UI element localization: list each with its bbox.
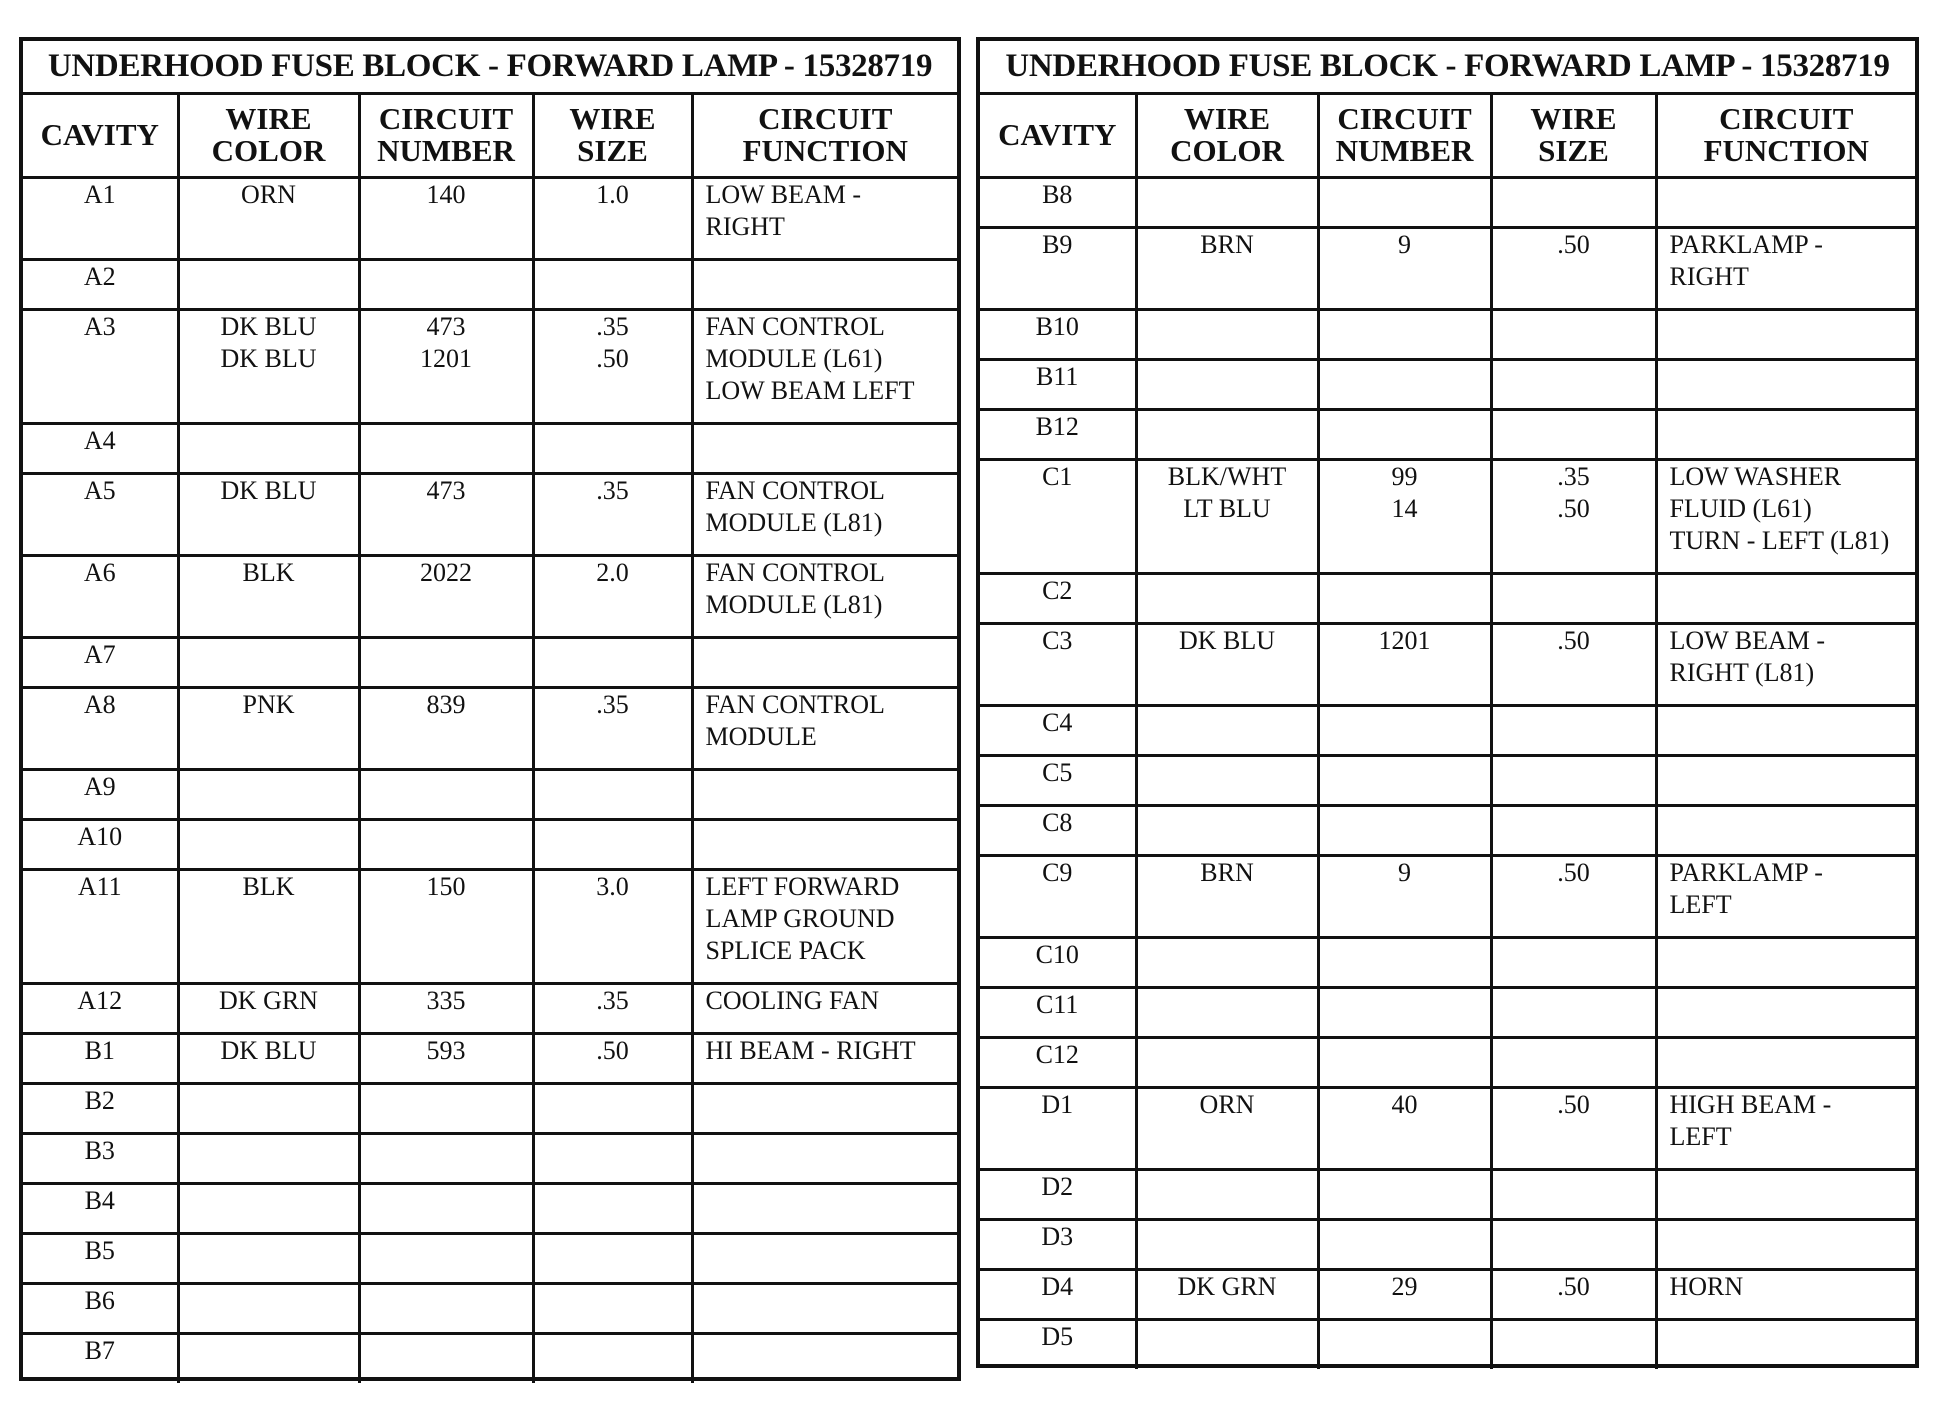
- wire-color-cell: [178, 769, 359, 819]
- circuit-number-cell: [359, 1233, 533, 1283]
- fuse-table-left-body: [23, 41, 957, 1383]
- wire-color-cell: BRN: [1136, 855, 1318, 937]
- wire-size-cell: [1491, 1219, 1656, 1269]
- wire-color-header: WIRE COLOR: [1136, 93, 1318, 177]
- wire-size-cell: [533, 259, 692, 309]
- circuit-function-cell: FAN CONTROL MODULE (L81): [692, 473, 957, 555]
- circuit-function-cell: [1656, 309, 1915, 359]
- cavity-cell: A2: [23, 259, 178, 309]
- circuit-function-cell: LOW WASHER FLUID (L61) TURN - LEFT (L81): [1656, 459, 1915, 573]
- circuit-function-cell: HORN: [1656, 1269, 1915, 1319]
- cavity-cell: C10: [980, 937, 1136, 987]
- table-row: [980, 309, 1915, 359]
- wire-size-cell: .35 .50: [533, 309, 692, 423]
- wire-size-cell: [533, 1183, 692, 1233]
- fuse-table-right: [980, 41, 1915, 1369]
- wire-size-cell: .50: [1491, 855, 1656, 937]
- circuit-number-cell: [359, 1183, 533, 1233]
- circuit-function-cell: [1656, 177, 1915, 227]
- wire-size-cell: [533, 637, 692, 687]
- wire-size-cell: [533, 1083, 692, 1133]
- circuit-number-cell: 9: [1318, 227, 1491, 309]
- cavity-cell: B2: [23, 1083, 178, 1133]
- circuit-function-cell: LOW BEAM - RIGHT: [692, 177, 957, 259]
- circuit-number-cell: [1318, 409, 1491, 459]
- circuit-function-cell: [692, 637, 957, 687]
- wire-size-cell: [533, 423, 692, 473]
- circuit-function-cell: [692, 423, 957, 473]
- cavity-cell: C8: [980, 805, 1136, 855]
- table-row: [980, 987, 1915, 1037]
- table-row: [23, 637, 957, 687]
- cavity-cell: B7: [23, 1333, 178, 1383]
- circuit-number-cell: [359, 259, 533, 309]
- circuit-function-cell: [1656, 359, 1915, 409]
- wire-color-cell: DK BLU: [178, 1033, 359, 1083]
- table-row: [980, 1037, 1915, 1087]
- table-row: [980, 1169, 1915, 1219]
- wire-size-cell: .50: [533, 1033, 692, 1083]
- wire-color-cell: DK GRN: [1136, 1269, 1318, 1319]
- table-row: [23, 1033, 957, 1083]
- cavity-header: CAVITY: [23, 93, 178, 177]
- circuit-function-cell: [692, 1083, 957, 1133]
- circuit-number-cell: [1318, 1319, 1491, 1369]
- circuit-number-cell: [1318, 987, 1491, 1037]
- wire-color-cell: [1136, 309, 1318, 359]
- circuit-number-cell: 2022: [359, 555, 533, 637]
- cavity-cell: A6: [23, 555, 178, 637]
- wire-color-cell: [1136, 1319, 1318, 1369]
- cavity-cell: C11: [980, 987, 1136, 1037]
- wire-color-cell: [1136, 805, 1318, 855]
- circuit-function-cell: LOW BEAM - RIGHT (L81): [1656, 623, 1915, 705]
- wire-size-cell: .35: [533, 983, 692, 1033]
- cavity-cell: D1: [980, 1087, 1136, 1169]
- circuit-number-cell: 140: [359, 177, 533, 259]
- cavity-cell: C2: [980, 573, 1136, 623]
- table-row: [23, 1233, 957, 1283]
- title-row: [980, 41, 1915, 93]
- circuit-function-cell: [692, 259, 957, 309]
- wire-size-cell: .50: [1491, 1087, 1656, 1169]
- table-title: UNDERHOOD FUSE BLOCK - FORWARD LAMP - 15328719: [23, 41, 957, 93]
- circuit-number-cell: [359, 637, 533, 687]
- table-row: [980, 1269, 1915, 1319]
- table-row: [23, 819, 957, 869]
- wire-color-cell: BLK: [178, 555, 359, 637]
- table-row: [980, 805, 1915, 855]
- circuit-number-cell: 40: [1318, 1087, 1491, 1169]
- cavity-cell: D5: [980, 1319, 1136, 1369]
- circuit-function-cell: [1656, 1037, 1915, 1087]
- circuit-function-cell: [692, 819, 957, 869]
- circuit-function-cell: [692, 1133, 957, 1183]
- wire-size-cell: [1491, 409, 1656, 459]
- wire-size-cell: .35: [533, 687, 692, 769]
- wire-color-cell: [178, 1333, 359, 1383]
- table-row: [23, 555, 957, 637]
- cavity-cell: D4: [980, 1269, 1136, 1319]
- cavity-cell: A12: [23, 983, 178, 1033]
- cavity-cell: D3: [980, 1219, 1136, 1269]
- wire-size-cell: 2.0: [533, 555, 692, 637]
- fuse-table-right-body: [980, 41, 1915, 1369]
- wire-size-cell: [1491, 755, 1656, 805]
- wire-size-cell: [1491, 309, 1656, 359]
- cavity-cell: A8: [23, 687, 178, 769]
- circuit-function-cell: [1656, 937, 1915, 987]
- wire-size-cell: [533, 769, 692, 819]
- wire-color-cell: ORN: [178, 177, 359, 259]
- circuit-number-cell: 99 14: [1318, 459, 1491, 573]
- cavity-cell: A10: [23, 819, 178, 869]
- circuit-number-header: CIRCUIT NUMBER: [359, 93, 533, 177]
- table-row: [980, 855, 1915, 937]
- wire-size-cell: 3.0: [533, 869, 692, 983]
- table-row: [980, 1087, 1915, 1169]
- table-row: [23, 1083, 957, 1133]
- circuit-number-cell: [1318, 1037, 1491, 1087]
- wire-size-cell: [1491, 573, 1656, 623]
- wire-color-cell: [1136, 1219, 1318, 1269]
- cavity-cell: B12: [980, 409, 1136, 459]
- wire-size-cell: .35 .50: [1491, 459, 1656, 573]
- wire-color-cell: [1136, 177, 1318, 227]
- wire-color-cell: DK BLU: [1136, 623, 1318, 705]
- wire-size-cell: .50: [1491, 1269, 1656, 1319]
- cavity-cell: A11: [23, 869, 178, 983]
- wire-size-cell: .50: [1491, 623, 1656, 705]
- circuit-function-cell: FAN CONTROL MODULE: [692, 687, 957, 769]
- wire-size-header: WIRE SIZE: [1491, 93, 1656, 177]
- table-row: [23, 177, 957, 259]
- wire-color-cell: [178, 1133, 359, 1183]
- wire-size-cell: 1.0: [533, 177, 692, 259]
- wire-size-cell: [533, 1133, 692, 1183]
- cavity-cell: A1: [23, 177, 178, 259]
- table-row: [23, 1133, 957, 1183]
- table-row: [980, 573, 1915, 623]
- table-row: [23, 687, 957, 769]
- cavity-cell: B9: [980, 227, 1136, 309]
- circuit-number-cell: [359, 769, 533, 819]
- cavity-cell: C12: [980, 1037, 1136, 1087]
- fuse-table-right-panel: [976, 37, 1919, 1368]
- circuit-function-cell: [1656, 987, 1915, 1037]
- circuit-number-cell: [1318, 1169, 1491, 1219]
- cavity-cell: C4: [980, 705, 1136, 755]
- wire-color-cell: BLK: [178, 869, 359, 983]
- wire-color-cell: [1136, 573, 1318, 623]
- circuit-number-cell: [1318, 177, 1491, 227]
- table-title: UNDERHOOD FUSE BLOCK - FORWARD LAMP - 15328719: [980, 41, 1915, 93]
- circuit-number-cell: [359, 1133, 533, 1183]
- wire-size-cell: [1491, 1037, 1656, 1087]
- circuit-number-cell: [1318, 1219, 1491, 1269]
- wire-color-cell: [178, 819, 359, 869]
- cavity-cell: A5: [23, 473, 178, 555]
- wire-color-cell: [178, 637, 359, 687]
- wire-color-cell: DK GRN: [178, 983, 359, 1033]
- wire-color-cell: [178, 1283, 359, 1333]
- circuit-function-cell: [692, 1233, 957, 1283]
- wire-size-cell: [1491, 987, 1656, 1037]
- wire-color-cell: BLK/WHT LT BLU: [1136, 459, 1318, 573]
- title-row: [23, 41, 957, 93]
- wire-color-cell: [178, 1083, 359, 1133]
- wire-size-header: WIRE SIZE: [533, 93, 692, 177]
- wire-size-cell: [1491, 937, 1656, 987]
- circuit-number-cell: [359, 819, 533, 869]
- circuit-function-cell: [1656, 1319, 1915, 1369]
- table-row: [980, 1219, 1915, 1269]
- circuit-function-cell: [1656, 805, 1915, 855]
- wire-color-cell: [178, 1183, 359, 1233]
- fuse-table-left: [23, 41, 957, 1383]
- wire-color-cell: [1136, 755, 1318, 805]
- table-row: [980, 359, 1915, 409]
- circuit-function-cell: [1656, 755, 1915, 805]
- table-row: [23, 259, 957, 309]
- cavity-cell: C3: [980, 623, 1136, 705]
- table-row: [23, 869, 957, 983]
- wire-size-cell: [1491, 359, 1656, 409]
- wire-size-cell: .50: [1491, 227, 1656, 309]
- table-row: [980, 409, 1915, 459]
- wire-color-cell: [1136, 1169, 1318, 1219]
- cavity-cell: A7: [23, 637, 178, 687]
- circuit-function-header: CIRCUIT FUNCTION: [692, 93, 957, 177]
- circuit-function-cell: [1656, 1169, 1915, 1219]
- cavity-cell: B5: [23, 1233, 178, 1283]
- wire-size-cell: [1491, 177, 1656, 227]
- circuit-function-cell: FAN CONTROL MODULE (L61) LOW BEAM LEFT: [692, 309, 957, 423]
- header-row: [23, 93, 957, 177]
- table-row: [980, 937, 1915, 987]
- wire-color-cell: ORN: [1136, 1087, 1318, 1169]
- cavity-cell: B4: [23, 1183, 178, 1233]
- wire-size-cell: [1491, 1169, 1656, 1219]
- table-row: [23, 473, 957, 555]
- circuit-function-cell: [692, 1333, 957, 1383]
- wire-color-header: WIRE COLOR: [178, 93, 359, 177]
- circuit-function-cell: HI BEAM - RIGHT: [692, 1033, 957, 1083]
- wire-size-cell: [533, 1333, 692, 1383]
- table-row: [980, 1319, 1915, 1369]
- table-row: [980, 705, 1915, 755]
- cavity-cell: C1: [980, 459, 1136, 573]
- table-row: [23, 769, 957, 819]
- wire-size-cell: .35: [533, 473, 692, 555]
- circuit-function-cell: COOLING FAN: [692, 983, 957, 1033]
- cavity-cell: B11: [980, 359, 1136, 409]
- circuit-number-cell: [359, 423, 533, 473]
- table-row: [23, 1333, 957, 1383]
- circuit-number-cell: [1318, 573, 1491, 623]
- wire-color-cell: DK BLU: [178, 473, 359, 555]
- circuit-function-cell: [692, 1283, 957, 1333]
- circuit-number-cell: [359, 1283, 533, 1333]
- wire-color-cell: PNK: [178, 687, 359, 769]
- circuit-function-cell: [692, 769, 957, 819]
- table-row: [980, 623, 1915, 705]
- wire-color-cell: [1136, 705, 1318, 755]
- circuit-number-cell: 29: [1318, 1269, 1491, 1319]
- table-row: [23, 1283, 957, 1333]
- circuit-number-cell: [359, 1083, 533, 1133]
- cavity-cell: B3: [23, 1133, 178, 1183]
- circuit-number-cell: [1318, 755, 1491, 805]
- wire-color-cell: [178, 259, 359, 309]
- fuse-table-left-panel: [19, 37, 961, 1381]
- cavity-cell: C5: [980, 755, 1136, 805]
- cavity-cell: B8: [980, 177, 1136, 227]
- circuit-number-cell: 473 1201: [359, 309, 533, 423]
- circuit-function-cell: [1656, 705, 1915, 755]
- circuit-number-cell: 335: [359, 983, 533, 1033]
- circuit-number-cell: 150: [359, 869, 533, 983]
- circuit-function-cell: FAN CONTROL MODULE (L81): [692, 555, 957, 637]
- wire-size-cell: [1491, 805, 1656, 855]
- circuit-function-cell: [692, 1183, 957, 1233]
- circuit-function-cell: PARKLAMP - LEFT: [1656, 855, 1915, 937]
- table-row: [980, 755, 1915, 805]
- circuit-function-cell: HIGH BEAM - LEFT: [1656, 1087, 1915, 1169]
- table-row: [23, 983, 957, 1033]
- circuit-function-cell: [1656, 573, 1915, 623]
- wire-size-cell: [1491, 1319, 1656, 1369]
- circuit-number-cell: [1318, 937, 1491, 987]
- circuit-number-cell: 9: [1318, 855, 1491, 937]
- wire-color-cell: [1136, 1037, 1318, 1087]
- wire-color-cell: [1136, 409, 1318, 459]
- circuit-function-cell: PARKLAMP - RIGHT: [1656, 227, 1915, 309]
- circuit-number-cell: [1318, 805, 1491, 855]
- wire-color-cell: [1136, 359, 1318, 409]
- cavity-cell: A4: [23, 423, 178, 473]
- wire-color-cell: [1136, 937, 1318, 987]
- header-row: [980, 93, 1915, 177]
- circuit-function-header: CIRCUIT FUNCTION: [1656, 93, 1915, 177]
- table-row: [23, 423, 957, 473]
- wire-size-cell: [533, 1233, 692, 1283]
- circuit-number-header: CIRCUIT NUMBER: [1318, 93, 1491, 177]
- circuit-number-cell: [1318, 705, 1491, 755]
- table-row: [980, 459, 1915, 573]
- circuit-function-cell: [1656, 1219, 1915, 1269]
- cavity-cell: B6: [23, 1283, 178, 1333]
- circuit-number-cell: 593: [359, 1033, 533, 1083]
- wire-size-cell: [533, 819, 692, 869]
- wire-color-cell: BRN: [1136, 227, 1318, 309]
- cavity-cell: D2: [980, 1169, 1136, 1219]
- table-row: [980, 227, 1915, 309]
- wire-size-cell: [533, 1283, 692, 1333]
- circuit-number-cell: 839: [359, 687, 533, 769]
- circuit-number-cell: [1318, 309, 1491, 359]
- wire-size-cell: [1491, 705, 1656, 755]
- wire-color-cell: [178, 1233, 359, 1283]
- table-row: [23, 1183, 957, 1233]
- cavity-cell: C9: [980, 855, 1136, 937]
- cavity-header: CAVITY: [980, 93, 1136, 177]
- table-row: [23, 309, 957, 423]
- circuit-number-cell: [1318, 359, 1491, 409]
- cavity-cell: B1: [23, 1033, 178, 1083]
- circuit-function-cell: LEFT FORWARD LAMP GROUND SPLICE PACK: [692, 869, 957, 983]
- cavity-cell: A9: [23, 769, 178, 819]
- circuit-number-cell: 1201: [1318, 623, 1491, 705]
- circuit-function-cell: [1656, 409, 1915, 459]
- circuit-number-cell: [359, 1333, 533, 1383]
- table-row: [980, 177, 1915, 227]
- cavity-cell: B10: [980, 309, 1136, 359]
- cavity-cell: A3: [23, 309, 178, 423]
- wire-color-cell: [178, 423, 359, 473]
- wire-color-cell: DK BLU DK BLU: [178, 309, 359, 423]
- wire-color-cell: [1136, 987, 1318, 1037]
- circuit-number-cell: 473: [359, 473, 533, 555]
